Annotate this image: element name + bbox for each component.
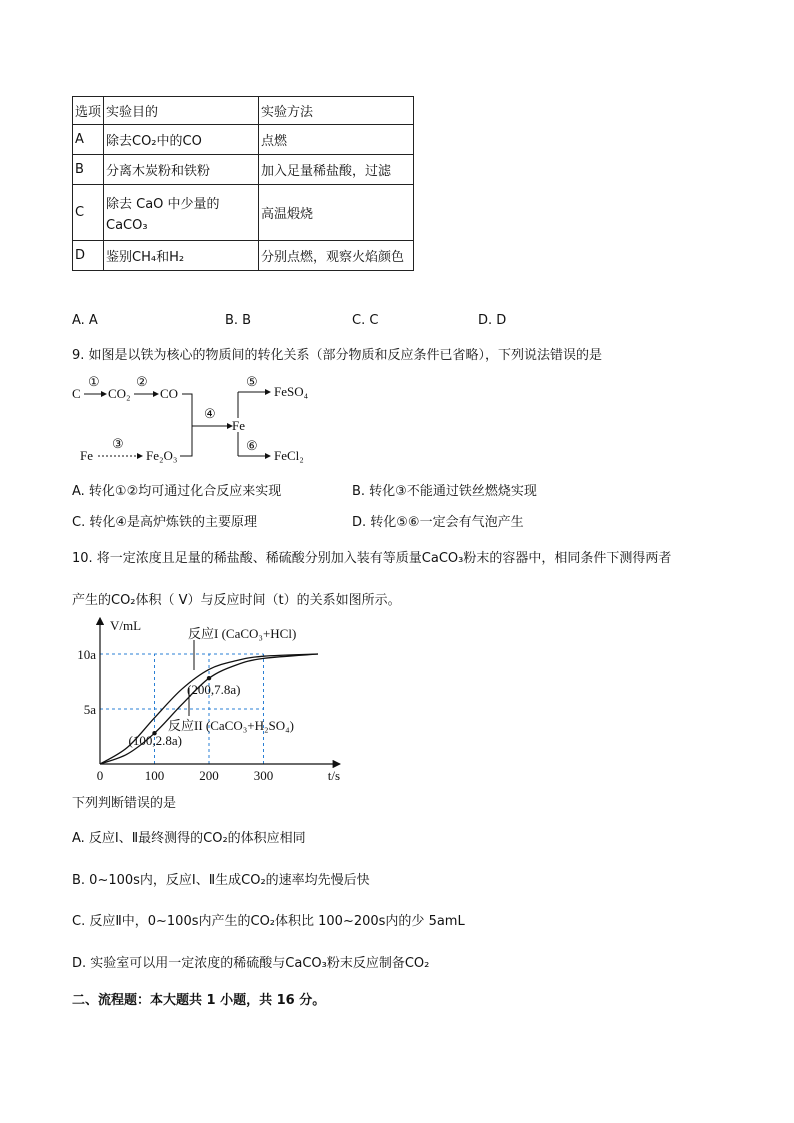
table-header-row — [73, 97, 414, 125]
y-tick-label: 10a — [77, 647, 96, 662]
experiment-table — [72, 96, 414, 271]
table-row — [73, 185, 414, 241]
diagram-co: CO — [160, 386, 179, 401]
diagram-n2: ② — [136, 374, 148, 389]
table-cell-purpose-line2: CaCO₃ — [106, 217, 148, 233]
table-cell-method: 点燃 — [259, 125, 414, 155]
connector-fe2o3 — [180, 426, 192, 456]
x-tick-label: 300 — [253, 768, 274, 783]
diagram-feso4: FeSO₄ — [274, 384, 309, 399]
table-header-purpose: 实验目的 — [104, 97, 259, 125]
table-cell-purpose: 分离木炭粉和铁粉 — [104, 155, 259, 185]
diagram-n6: ⑥ — [246, 438, 258, 453]
diagram-fe2o3: Fe₂O₃ — [146, 448, 178, 463]
table-header-method: 实验方法 — [259, 97, 414, 125]
connector-co — [182, 394, 192, 426]
table-cell-purpose: 鉴别CH₄和H₂ — [104, 241, 259, 271]
table-cell-method: 加入足量稀盐酸，过滤 — [259, 155, 414, 185]
q10-option-c: C. 反应Ⅱ中，0~100s内产生的CO₂体积比 100~200s内的少 5amL — [72, 914, 465, 929]
table-row — [73, 155, 414, 185]
q10-after-chart: 下列判断错误的是 — [72, 796, 177, 811]
table-header-option: 选项 — [73, 97, 104, 125]
q10-stem-line2: 产生的CO₂体积（ V）与反应时间（t）的关系如图所示。 — [72, 593, 401, 608]
diagram-fe-left: Fe — [80, 448, 93, 463]
y-axis-label: V/mL — [110, 618, 142, 633]
series-label-1: 反应I (CaCO₃+HCl) — [188, 626, 297, 641]
diagram-n3: ③ — [112, 436, 124, 451]
diagram-n4: ④ — [204, 406, 216, 421]
q10-chart — [70, 612, 360, 788]
q9-stem: 9. 如图是以铁为核心的物质间的转化关系（部分物质和反应条件已省略），下列说法错误的是 — [72, 348, 603, 363]
table-cell-purpose: 除去CO₂中的CO — [104, 125, 259, 155]
q8-option-c: C. C — [352, 313, 379, 328]
q10-option-d: D. 实验室可以用一定浓度的稀硫酸与CaCO₃粉末反应制备CO₂ — [72, 956, 430, 971]
section-2-heading: 二、流程题：本大题共 1 小题，共 16 分。 — [72, 993, 326, 1008]
q8-option-a: A. A — [72, 313, 98, 328]
diagram-n1: ① — [88, 374, 100, 389]
point-label-1: (100,2.8a) — [128, 733, 182, 749]
q9-option-b: B. 转化③不能通过铁丝燃烧实现 — [352, 484, 537, 499]
table-row — [73, 241, 414, 271]
diagram-c: C — [72, 386, 81, 401]
q10-option-b: B. 0~100s内，反应Ⅰ、Ⅱ生成CO₂的速率均先慢后快 — [72, 873, 370, 888]
series-label-2: 反应II (CaCO₃+H₂SO₄) — [168, 718, 295, 733]
q10-option-a: A. 反应Ⅰ、Ⅱ最终测得的CO₂的体积应相同 — [72, 831, 306, 846]
x-tick-label: 0 — [96, 768, 104, 783]
y-tick-label: 5a — [83, 702, 96, 717]
q9-conversion-diagram — [60, 368, 350, 473]
table-cell-method: 高温煅烧 — [259, 185, 414, 241]
q8-option-d: D. D — [478, 313, 507, 328]
table-cell-key: A — [73, 125, 104, 155]
q9-option-c: C. 转化④是高炉炼铁的主要原理 — [72, 515, 257, 530]
table-cell-key: C — [73, 185, 104, 241]
table-row — [73, 125, 414, 155]
x-tick-label: 200 — [199, 768, 219, 783]
q9-option-d: D. 转化⑤⑥一定会有气泡产生 — [352, 515, 524, 530]
x-tick-label: 100 — [144, 768, 165, 783]
diagram-n5: ⑤ — [246, 374, 258, 389]
table-cell-key: B — [73, 155, 104, 185]
q10-stem-line1: 10. 将一定浓度且足量的稀盐酸、稀硫酸分别加入装有等质量CaCO₃粉末的容器中，相同条件下测得两者 — [72, 551, 672, 566]
q8-option-b: B. B — [225, 313, 252, 328]
diagram-co2: CO₂ — [108, 386, 131, 401]
table-cell-key: D — [73, 241, 104, 271]
q9-option-a: A. 转化①②均可通过化合反应来实现 — [72, 484, 282, 499]
table-cell-method: 分别点燃，观察火焰颜色 — [259, 241, 414, 271]
table-cell-purpose — [104, 185, 259, 241]
point-label-2: (200,7.8a) — [187, 682, 241, 698]
data-point-2 — [207, 676, 211, 680]
diagram-fecl2: FeCl₂ — [274, 448, 304, 463]
x-axis-label: t/s — [327, 768, 341, 783]
diagram-fe-center: Fe — [232, 418, 245, 433]
table-cell-purpose-line1: 除去 CaO 中少量的 — [106, 196, 220, 212]
